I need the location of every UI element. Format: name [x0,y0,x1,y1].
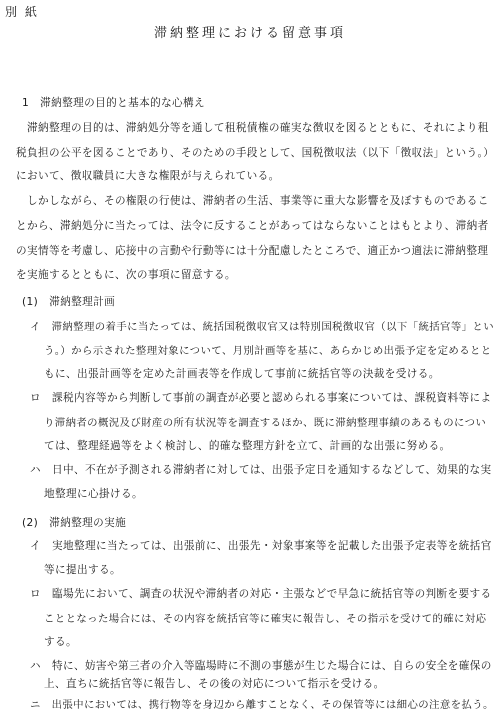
paragraph-line: 税負担の公平を図ることであり、そのための手段として、国税徴収法（以下「徴収法」という。） [16,147,495,159]
list-item-line: こととなった場合には、その内容を統括官等に確実に報告し、その指示を受けて的確に対応 [44,613,487,625]
paragraph-line: において、徴収職員に大きな権限が与えられている。 [16,170,280,182]
list-item-line: 上、直ちに統括官等に報告し、その後の対応について指示を受ける。 [44,678,385,690]
list-item-line: う。）から示された整理対象について、月別計画等を基に、あらかじめ出張予定を定めるとと [44,345,492,357]
list-item-line: ハ 特に、妨害や第三者の介入等臨場時に不測の事態が生じた場合には、自らの安全を確保の [30,660,492,672]
document-title: 滞納整理における留意事項 [153,26,346,41]
subsection-heading: (2) 滞納整理の実施 [22,517,127,529]
list-item-line: する。 [44,636,77,648]
list-item-line: 等に提出する。 [44,564,121,576]
paragraph-line: 滞納整理の目的は、滞納処分等を通して租税債権の確実な徴収を図るとともに、それにより租 [16,122,489,134]
list-item-line: イ 滞納整理の着手に当たっては、統括国税徴収官又は特別国税徴収官（以下「統括官等」とい [30,321,494,333]
paragraph-line: しかしながら、その権限の行使は、滞納者の生活、事業等に重大な影響を及ぼすものであるこ [16,195,489,207]
paragraph-line: を実施するとともに、次の事項に留意する。 [16,269,236,281]
list-item-line: ハ 日中、不在が予測される滞納者に対しては、出張予定日を通知するなどして、効果的な実 [30,464,492,476]
list-item-line: ロ 臨場先において、調査の状況や滞納者の対応・主張などで早急に統括官等の判断を要する [30,588,492,600]
paragraph-line: の実情等を考慮し、応接中の言動や行動等には十分配慮したところで、適正かつ適法に滞納整理 [16,245,489,257]
list-item-line: 地整理に心掛ける。 [44,488,143,500]
list-item-line: り滞納者の概況及び財産の所有状況等を調査するほか、既に滞納整理事績のあるものについ [44,417,487,429]
list-item-line: イ 実地整理に当たっては、出張前に、出張先・対象事案等を記載した出張予定表等を統括官 [30,540,492,552]
paragraph-line: とから、滞納処分に当たっては、法令に反することがあってはならないことはもとより、滞納者 [16,220,489,232]
list-item-line: ロ 課税内容等から判断して事前の調査が必要と認められる事案については、課税資料等によ [30,392,492,404]
list-item-line: もに、出張計画等を定めた計画表等を作成して事前に統括官等の決裁を受ける。 [44,368,440,380]
list-item-line: ては、整理経過等をよく検討し、的確な整理方針を立て、計画的な出張に努める。 [44,440,451,452]
list-item-line: ニ 出張中においては、携行物等を身辺から離すことなく、その保管等には細心の注意を払う。 [30,699,494,711]
attachment-label: 別 紙 [5,5,39,19]
subsection-heading: (1) 滞納整理計画 [22,296,116,308]
section-heading: 1 滞納整理の目的と基本的な心構え [22,97,206,109]
